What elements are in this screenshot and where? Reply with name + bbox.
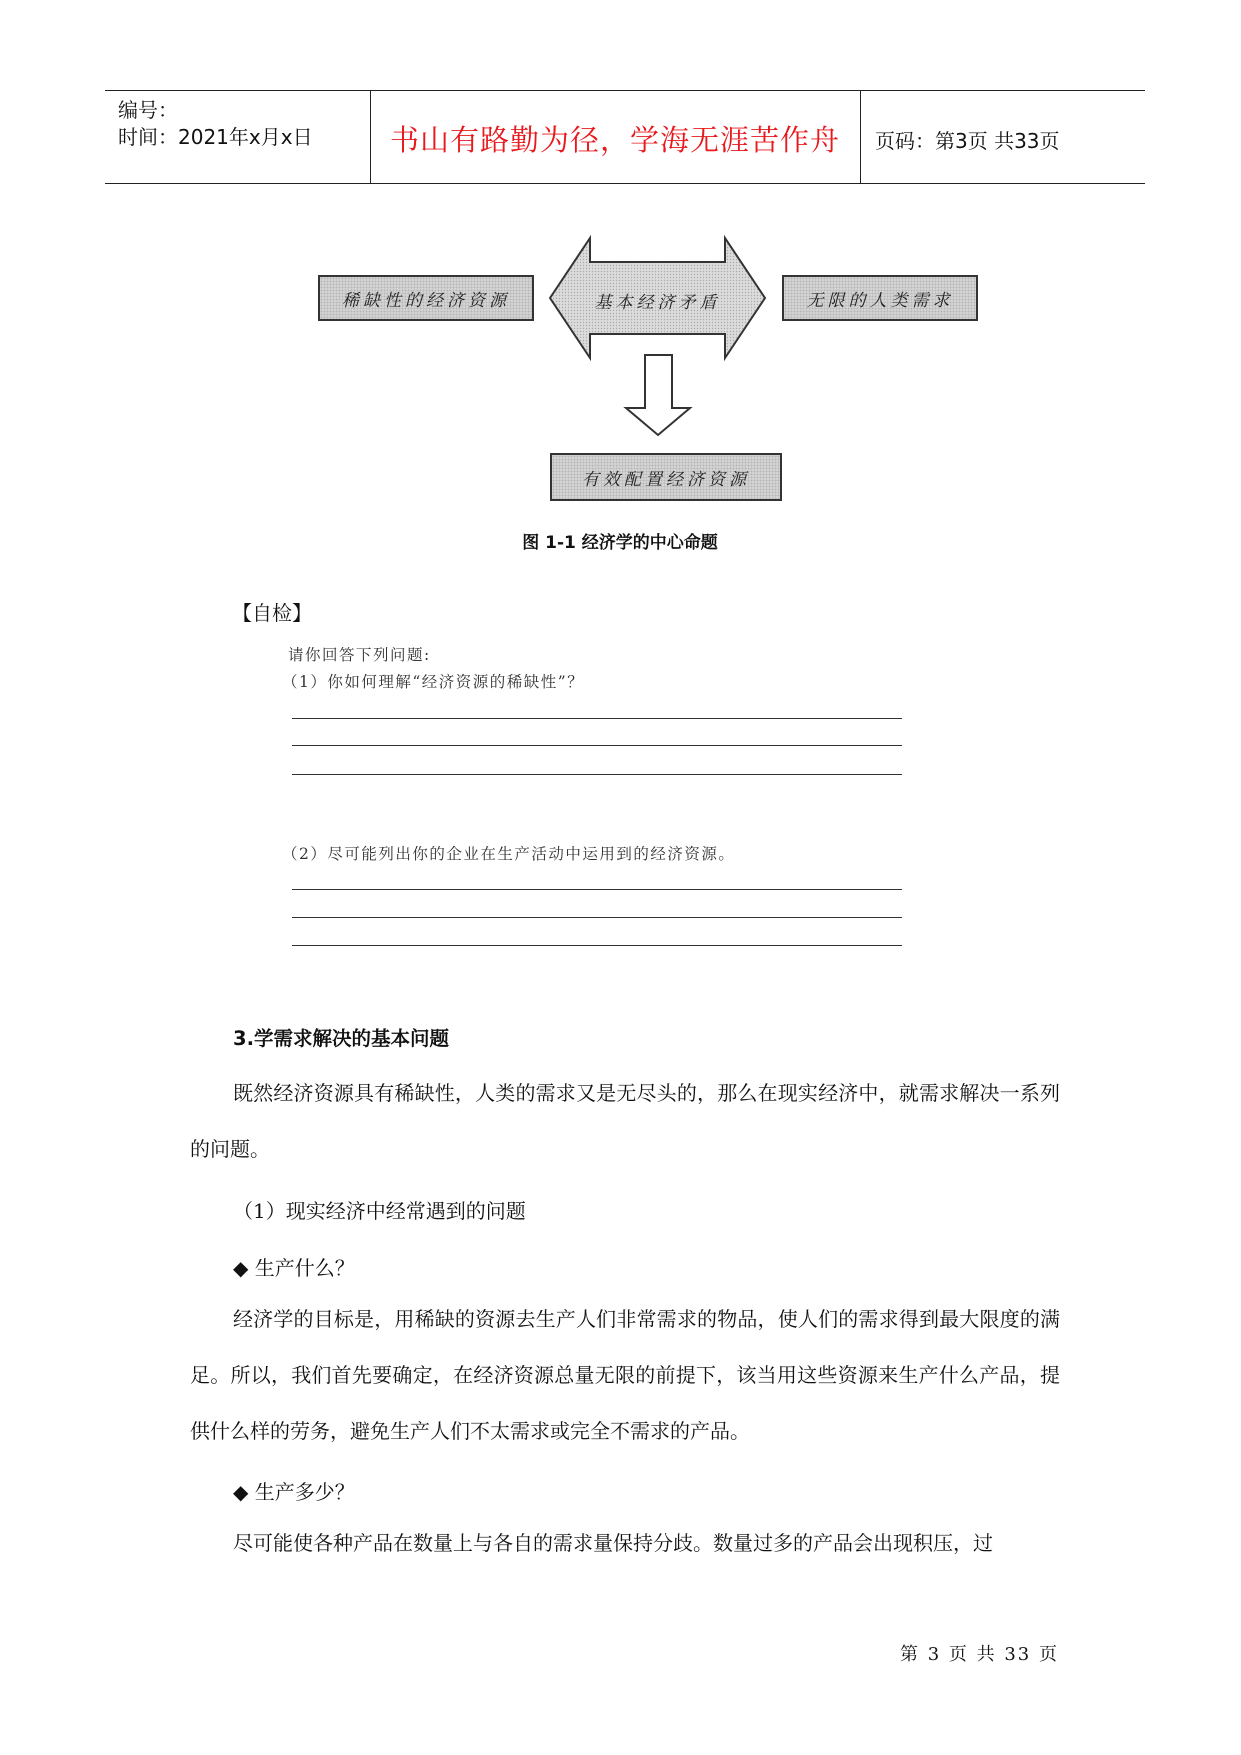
basic-contradiction-label: 基本经济矛盾 — [594, 293, 721, 313]
page-footer: 第 3 页 共 33 页 — [900, 1644, 1059, 1665]
figure-caption: 图 1-1 经济学的中心命题 — [522, 533, 718, 553]
efficient-allocation-label: 有效配置经济资源 — [582, 469, 750, 490]
header-time-label: 时间：2021年x月x日 — [118, 125, 313, 149]
answer-line — [292, 774, 902, 775]
header-page-label: 页码：第3页 共33页 — [875, 129, 1060, 153]
self-check-prompt: 请你回答下列问题: — [288, 646, 431, 664]
unlimited-needs-box — [782, 275, 978, 321]
self-check-title: 【自检】 — [232, 601, 312, 625]
bullet-what-to-produce: ◆ 生产什么？ — [233, 1256, 355, 1280]
section-intro-paragraph: 既然经济资源具有稀缺性，人类的需求又是无尽头的，那么在现实经济中，就需求解决一系列的问题。 — [190, 1081, 1060, 1161]
header-number-label: 编号： — [118, 98, 178, 122]
question-2: （2）尽可能列出你的企业在生产活动中运用到的经济资源。 — [282, 845, 736, 863]
answer-line — [292, 917, 902, 918]
answer-line — [292, 945, 902, 946]
answer-line — [292, 745, 902, 746]
bullet-how-much-to-produce: ◆ 生产多少？ — [233, 1480, 355, 1504]
answer-line — [292, 889, 902, 890]
header-motto: 书山有路勤为径，学海无涯苦作舟 — [389, 123, 840, 157]
unlimited-needs-label: 无限的人类需求 — [806, 290, 954, 311]
section-heading: 3.学需求解决的基本问题 — [233, 1027, 449, 1050]
diagram-arrows — [0, 0, 1241, 520]
down-arrow-shape — [626, 355, 690, 435]
subheading-common-problems: （1）现实经济中经常遇到的问题 — [233, 1199, 526, 1223]
scarce-resources-label: 稀缺性的经济资源 — [342, 290, 510, 311]
paragraph-what-to-produce: 经济学的目标是，用稀缺的资源去生产人们非常需求的物品，使人们的需求得到最大限度的满足。所以，我们首先要确定，在经济资源总量无限的前提下，该当用这些资源来生产什么产品，提供什么样的劳务，避免生产人们不太需求或完全不需求的产品。 — [190, 1307, 1060, 1443]
efficient-allocation-box — [550, 453, 782, 501]
scarce-resources-box — [318, 275, 534, 321]
answer-line — [292, 718, 902, 719]
question-1: （1）你如何理解“经济资源的稀缺性”？ — [282, 673, 585, 691]
paragraph-how-much-to-produce: 尽可能使各种产品在数量上与各自的需求量保持分歧。数量过多的产品会出现积压，过 — [233, 1531, 993, 1555]
